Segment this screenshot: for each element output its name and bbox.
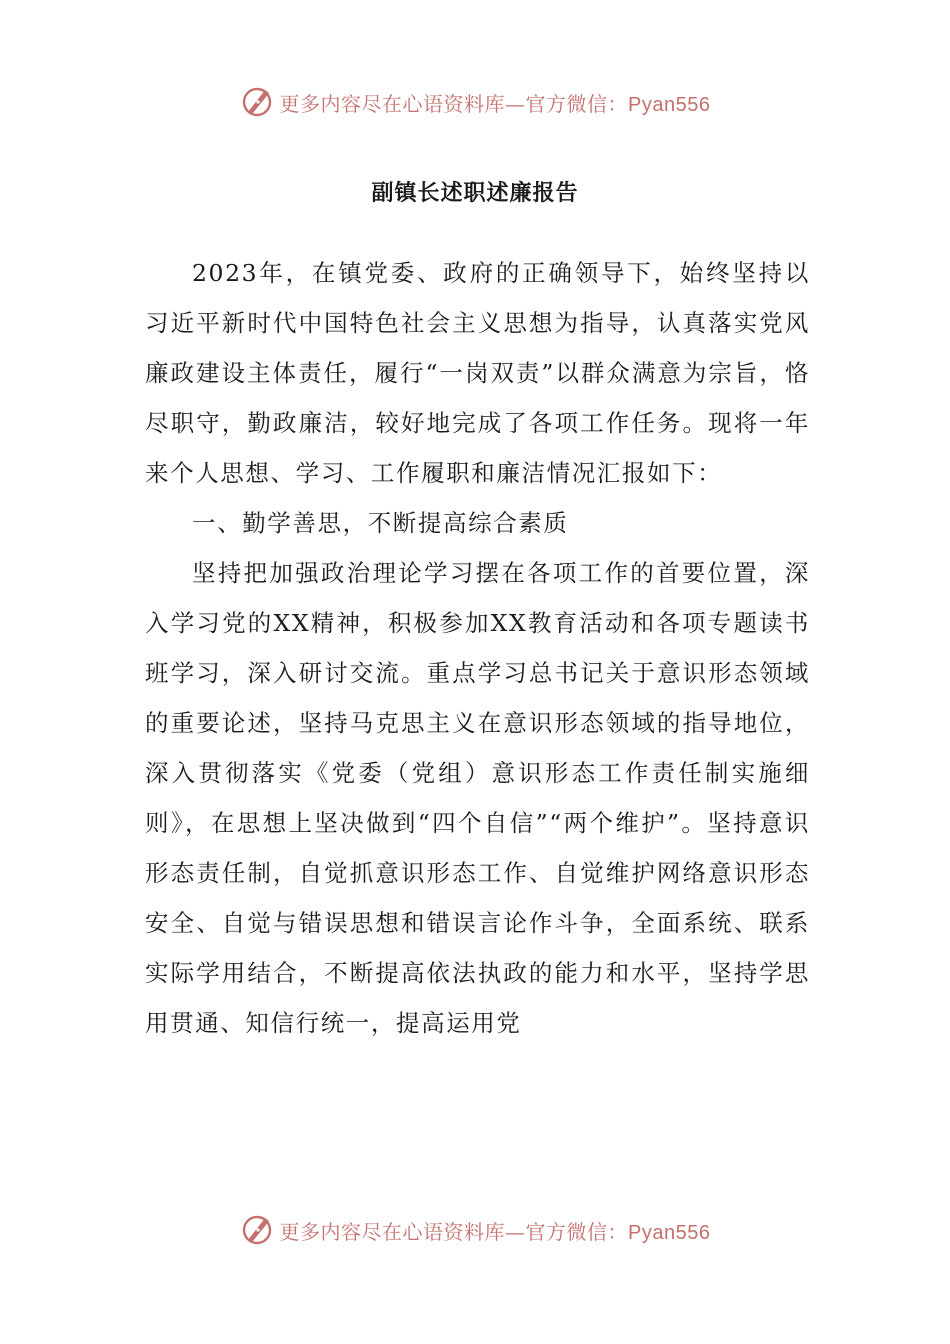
document-body bbox=[145, 248, 810, 1048]
paragraph-intro: 2023年，在镇党委、政府的正确领导下，始终坚持以习近平新时代中国特色社会主义思想为指导，认真落实党风廉政建设主体责任，履行“一岗双责”以群众满意为宗旨，恪尽职守，勤政廉洁，较好地完成了各项工作任务。现将一年来个人思想、学习、工作履职和廉洁情况汇报如下： bbox=[145, 259, 810, 487]
header-banner bbox=[0, 82, 950, 122]
wechat-id: Pyan556 bbox=[628, 93, 711, 116]
banner-text: 更多内容尽在心语资料库—官方微信：Pyan556 bbox=[279, 1219, 711, 1244]
footer-banner bbox=[0, 1210, 950, 1250]
wechat-id: Pyan556 bbox=[628, 1221, 711, 1244]
pen-nib-logo-icon bbox=[240, 85, 274, 119]
pen-nib-logo-icon bbox=[240, 1213, 274, 1247]
paragraph-study: 坚持把加强政治理论学习摆在各项工作的首要位置，深入学习党的XX精神，积极参加XX教育活动和各项专题读书班学习，深入研讨交流。重点学习总书记关于意识形态领域的重要论述，坚持马克思主义在意识形态领域的指导地位，深入贯彻落实《党委（党组）意识形态工作责任制实施细则》，在思想上坚决做到“四个自信”“两个维护”。坚持意识形态责任制，自觉抓意识形态工作、自觉维护网络意识形态安全、自觉与错误思想和错误言论作斗争，全面系统、联系实际学用结合，不断提高依法执政的能力和水平，坚持学思用贯通、知信行统一，提高运用党 bbox=[145, 559, 810, 1037]
banner-text: 更多内容尽在心语资料库—官方微信：Pyan556 bbox=[279, 91, 711, 116]
section-heading-1: 一、勤学善思，不断提高综合素质 bbox=[192, 509, 569, 537]
document-title: 副镇长述职述廉报告 bbox=[371, 180, 579, 206]
